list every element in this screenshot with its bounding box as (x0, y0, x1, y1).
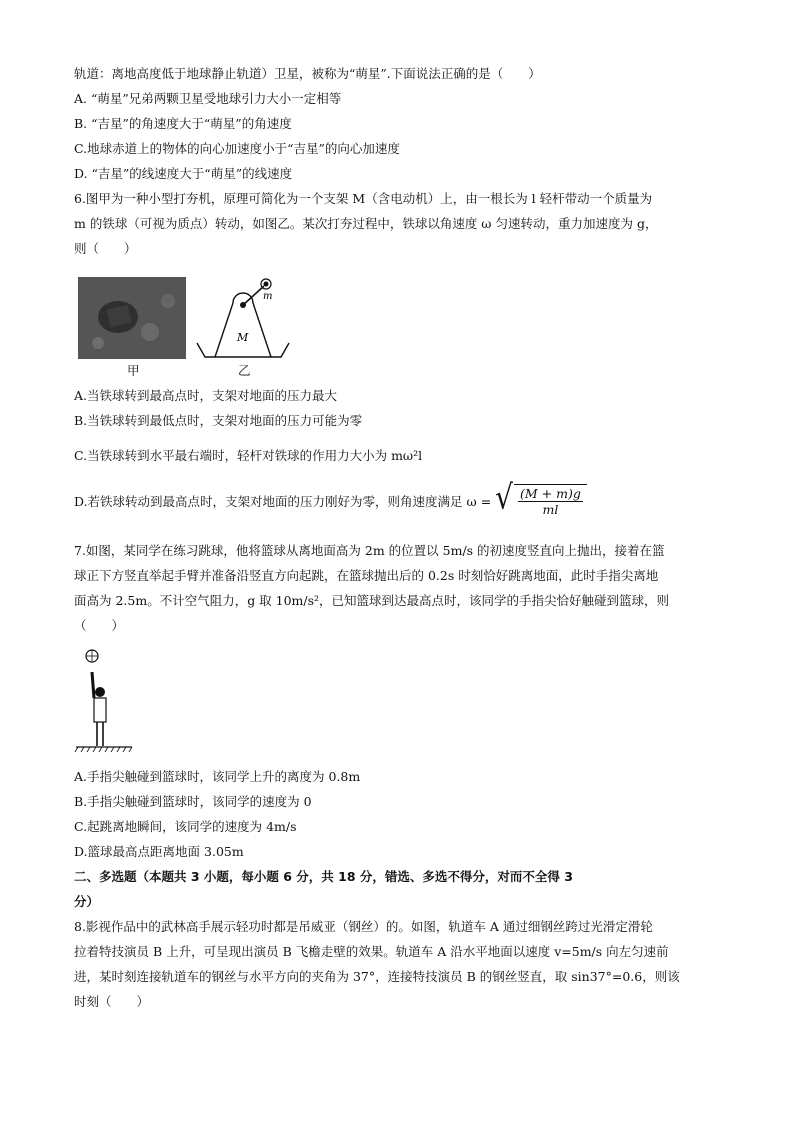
q8-stem-line-3: 进，某时刻连接轨道车的钢丝与水平方向的夹角为 37°，连接特技演员 B 的钢丝竖直，取 sin37°=0.6，则该 (74, 969, 680, 984)
q5-option-b: B. “吉星”的角速度大于“萌星”的角速度 (74, 116, 292, 131)
q7-stem-line-3: 面高为 2.5m。不计空气阻力，g 取 10m/s²，已知篮球到达最高点时，该同学的手指尖恰好触碰到篮球，则 (74, 593, 670, 608)
q5-stem: 轨道：离地高度低于地球静止轨道）卫星，被称为“萌星”.下面说法正确的是（ ） (74, 66, 541, 81)
jumper-diagram (74, 646, 134, 754)
q7-option-d: D.篮球最高点距离地面 3.05m (74, 844, 244, 859)
formula-denominator: ml (542, 502, 559, 517)
q6-option-a: A.当铁球转到最高点时，支架对地面的压力最大 (74, 388, 338, 403)
q6-stem-line-2: m 的铁球（可视为质点）转动，如图乙。某次打夯过程中，铁球以角速度 ω 匀速转动，重力加速度为 g， (74, 216, 658, 231)
q6-option-d-text: D.若铁球转动到最高点时，支架对地面的压力刚好为零，则角速度满足 ω = (74, 493, 492, 509)
q7-option-b: B.手指尖触碰到篮球时，该同学的速度为 0 (74, 794, 312, 809)
tamper-photo (78, 277, 186, 359)
q7-stem-line-1: 7.如图，某同学在练习跳球，他将篮球从离地面高为 2m 的位置以 5m/s 的初速度竖直向上抛出，接着在篮 (74, 543, 665, 558)
figure-label-jia: 甲 (127, 363, 140, 378)
q5-option-c: C.地球赤道上的物体的向心加速度小于“吉星”的向心加速度 (74, 141, 400, 156)
label-M: M (237, 331, 249, 344)
tamper-diagram (193, 275, 293, 375)
figure-label-yi: 乙 (238, 363, 251, 378)
q5-option-a: A. “萌星”兄弟两颗卫星受地球引力大小一定相等 (74, 91, 342, 106)
q7-stem-line-4: （ ） (74, 618, 125, 633)
q6-stem-line-3: 则（ ） (74, 241, 137, 256)
q8-stem-line-4: 时刻（ ） (74, 994, 150, 1009)
section-heading-line-2: 分） (74, 894, 100, 909)
q6-option-d (74, 477, 587, 517)
q8-stem-line-2: 拉着特技演员 B 上升，可呈现出演员 B 飞檐走壁的效果。轨道车 A 沿水平地面以速度 v=5m/s 向左匀速前 (74, 944, 669, 959)
q6-stem-line-1: 6.图甲为一种小型打夯机，原理可简化为一个支架 M（含电动机）上，由一根长为 l 轻杆带动一个质量为 (74, 191, 653, 206)
section-heading-line-1: 二、多选题（本题共 3 小题，每小题 6 分，共 18 分，错选、多选不得分，对而不全得 3 (74, 869, 573, 884)
q8-stem-line-1: 8.影视作品中的武林高手展示轻功时都是吊威亚（钢丝）的。如图，轨道车 A 通过细钢丝跨过光滑定滑轮 (74, 919, 653, 934)
q5-option-d: D. “吉星”的线速度大于“萌星”的线速度 (74, 166, 293, 181)
sqrt-formula: √ $\frac{(M + m)g}{ml}$ (495, 484, 587, 517)
q6-option-b: B.当铁球转到最低点时，支架对地面的压力可能为零 (74, 413, 363, 428)
q6-option-c: C.当铁球转到水平最右端时，轻杆对铁球的作用力大小为 mω²l (74, 448, 423, 463)
q7-option-a: A.手指尖触碰到篮球时，该同学上升的离度为 0.8m (74, 769, 361, 784)
q7-option-c: C.起跳离地瞬间，该同学的速度为 4m/s (74, 819, 297, 834)
q7-stem-line-2: 球正下方竖直举起手臂并准备沿竖直方向起跳，在篮球抛出后的 0.2s 时刻恰好跳离地面，此时手指尖离地 (74, 568, 659, 583)
formula-numerator: (M + m)g (520, 486, 581, 501)
label-m: m (263, 291, 273, 302)
